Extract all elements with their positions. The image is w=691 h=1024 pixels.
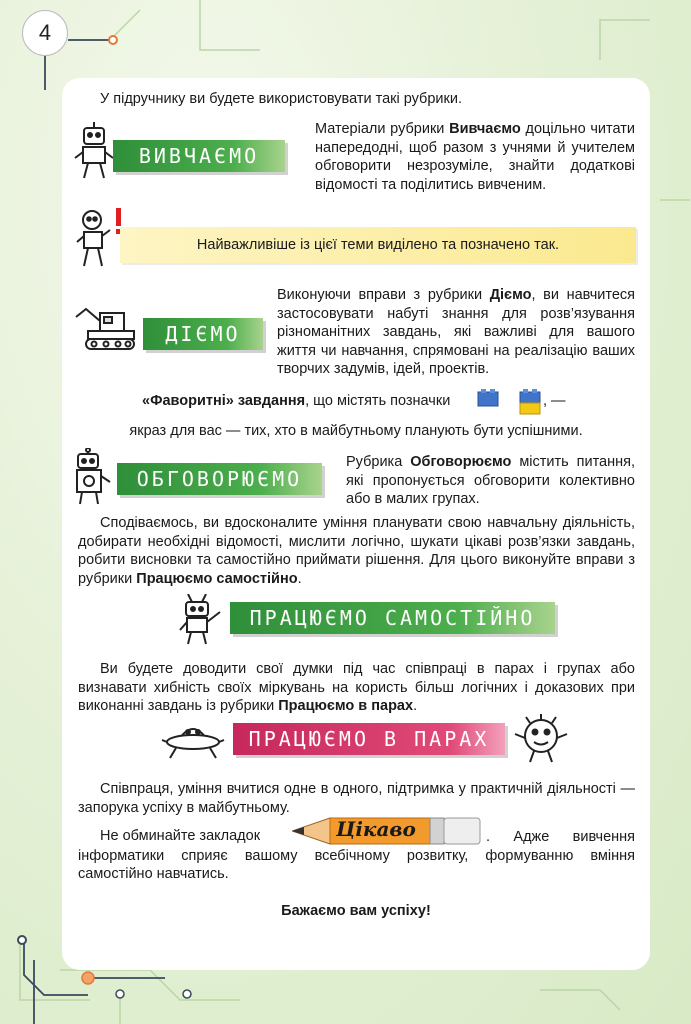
favorite-line: «Фаворитні» завдання, що містять позначки (142, 393, 451, 409)
robot-study-icon (74, 122, 114, 180)
important-note: Найважливіше із цієї теми виділено та позначено так. (120, 227, 636, 263)
do-banner: ДІЄМО (143, 318, 263, 350)
intro-text: У підручнику ви будете використовувати такі рубрики. (100, 91, 462, 107)
pairs-banner: ПРАЦЮЄМО В ПАРАХ (233, 723, 505, 755)
favorite-line-2: якраз для вас — тих, хто в майбутньому планують бути успішними. (129, 423, 583, 439)
study-description: Матеріали рубрики Вивчаємо доцільно читати напередодні, щоб разом з учнями й учителем обговорити незрозуміле, знайти додаткові відомості та поділитись вивченим. (315, 121, 635, 193)
pairs-paragraph: Ви будете доводити свої думки під час співпраці в парах і групах або визнавати хибність своїх міркувань на користь більш логічних і доказових при виконанні завдань із рубрики Працюємо в парах. (78, 661, 635, 714)
robot-important-icon (76, 208, 124, 268)
do-description: Виконуючи вправи з рубрики Діємо, ви навчитеся застосовувати набуті знання для розв’язування різноманітних завдань, які важливі для вашого життя чи навчання, спрямовані на реалізацію ваших творчих задумів, ідей, проектів. (277, 287, 635, 377)
favorite-dash: , — (543, 393, 566, 409)
closing-text: Бажаємо вам успіху! (281, 903, 431, 919)
interesting-prefix: Не обминайте закладок (100, 828, 261, 844)
independent-paragraph: Сподіваємось, ви вдосконалите уміння планувати свою навчальну діяльність, добирати необхідні відомості, мислити логічно, шукати цікаві розв’язки завдань, робити висновки та самостійно приймати рішення. Для цього виконуйте вправи з рубрики Працюємо самостійно. (78, 515, 635, 587)
robot-independent-icon (178, 594, 222, 646)
robot-excavator-icon (74, 305, 136, 351)
cooperation-paragraph: Співпраця, уміння вчитися одне в одного, підтримка у практичній діяльності — запорука успіху в майбутньому. (78, 781, 635, 816)
discuss-banner: ОБГОВОРЮЄМО (117, 463, 322, 495)
robot-discuss-icon (72, 448, 112, 506)
ufo-creature-icon (160, 718, 226, 762)
pencil-label: Цікаво (336, 817, 416, 841)
study-banner: ВИВЧАЄМО (113, 140, 285, 172)
independent-banner: ПРАЦЮЄМО САМОСТІЙНО (230, 602, 555, 634)
discuss-description: Рубрика Обговорюємо містить питання, які пропонується обговорити колективно або в малих групах. (346, 454, 636, 507)
page-number: 4 (22, 10, 68, 56)
blue-yellow-block-icon (518, 388, 542, 421)
monster-icon (512, 712, 570, 764)
interesting-text: . Адже вивчення інформатики сприяє вашому всебічному розвитку, формуванню вміння самостійно навчатись. (78, 829, 635, 882)
blue-block-icon (476, 388, 500, 413)
